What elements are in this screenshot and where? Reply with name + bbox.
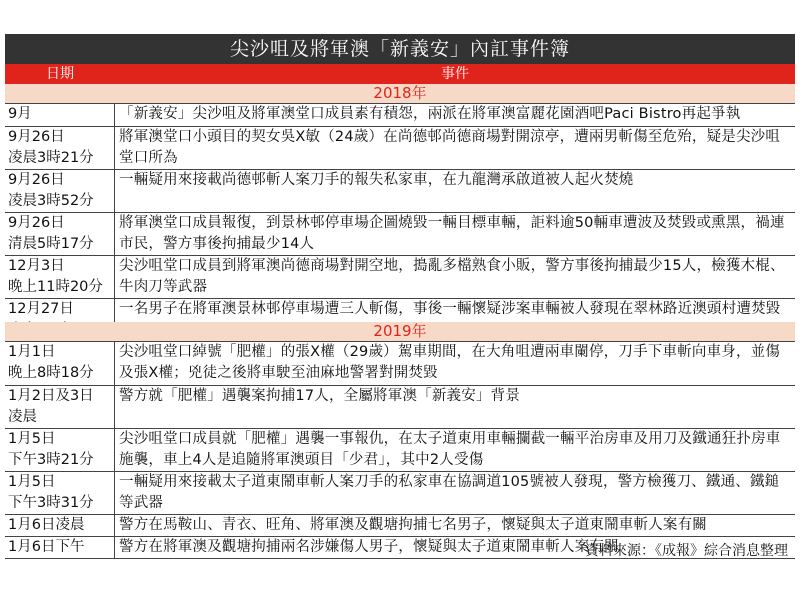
row-date: 1月1日 晚上8時18分 bbox=[5, 342, 115, 385]
row-event: 一輛疑用來接載尚德邨斬人案刀手的報失私家車，在九龍灣承啟道被人起火焚燒 bbox=[115, 169, 796, 212]
row-event: 尖沙咀堂口綽號「肥權」的張X權（29歲）駕車期間，在大角咀遭兩車闌停，刀手下車斬向車身，並傷及張X權；兇徒之後將車駛至油麻地警署對開焚毀 bbox=[115, 342, 796, 385]
row-event: 一輛疑用來接載太子道東鬧車斬人案刀手的私家車在協調道105號被人發現，警方檢獲刀、鐵通、鐵鎚等武器 bbox=[115, 471, 796, 514]
table-row bbox=[5, 471, 795, 514]
events-table-2019 bbox=[5, 342, 795, 559]
row-date: 9月26日 凌晨3時21分 bbox=[5, 126, 115, 169]
table-row bbox=[5, 514, 795, 536]
row-event: 尖沙咀堂口成員就「肥權」遇襲一事報仇，在太子道東用車輛攔截一輛平治房車及用刀及鐵通狂扑房車施襲，車上4人是追隨將軍澳頭目「少君」，其中2人受傷 bbox=[115, 428, 796, 471]
table-title: 尖沙咀及將軍澳「新義安」內訌事件簿 bbox=[5, 34, 795, 64]
row-event: 警方在馬鞍山、青衣、旺角、將軍澳及觀塘拘捕七名男子，懷疑與太子道東鬧車斬人案有關 bbox=[115, 514, 796, 536]
table-row bbox=[5, 169, 795, 212]
row-date: 1月5日 下午3時31分 bbox=[5, 471, 115, 514]
table-row bbox=[5, 385, 795, 428]
row-date: 12月27日 bbox=[5, 298, 115, 341]
table-row bbox=[5, 104, 795, 126]
table-row bbox=[5, 212, 795, 255]
row-date: 9月 bbox=[5, 104, 115, 126]
row-date: 9月26日 清晨5時17分 bbox=[5, 212, 115, 255]
table-row bbox=[5, 428, 795, 471]
year-header-2019: 2019年 bbox=[5, 322, 795, 342]
table-header bbox=[5, 64, 795, 84]
table-row bbox=[5, 255, 795, 298]
row-event: 「新義安」尖沙咀及將軍澳堂口成員素有積怨，兩派在將軍澳富麗花園酒吧Paci Bistro再起爭執 bbox=[115, 104, 796, 126]
row-event: 將軍澳堂口成員報復，到景林邨停車場企圖燒毀一輛目標車輛，詎料逾50輛車遭波及焚毀或熏黑，禍連市民，警方事後拘捕最少14人 bbox=[115, 212, 796, 255]
row-event: 尖沙咀堂口成員到將軍澳尚德商場對開空地，搗亂多檔熟食小販，警方事後拘捕最少15人，檢獲木棍、牛肉刀等武器 bbox=[115, 255, 796, 298]
row-date: 9月26日 凌晨3時52分 bbox=[5, 169, 115, 212]
row-event: 一名男子在將軍澳景林邨停車場遭三人斬傷，事後一輛懷疑涉案車輛被人發現在翠林路近澳頭村遭焚毀 bbox=[115, 298, 796, 341]
row-date: 1月6日下午 bbox=[5, 536, 115, 558]
row-date: 1月5日 下午3時21分 bbox=[5, 428, 115, 471]
table-row bbox=[5, 342, 795, 385]
row-date: 12月3日 晚上11時20分 bbox=[5, 255, 115, 298]
source-note: 資料來源：《成報》綜合消息整理 bbox=[585, 543, 788, 559]
row-date: 1月6日凌晨 bbox=[5, 514, 115, 536]
row-event: 警方就「肥權」遇襲案拘捕17人，全屬將軍澳「新義安」背景 bbox=[115, 385, 796, 428]
row-event: 將軍澳堂口小頭目的契女吳X敏（24歲）在尚德邨尚德商場對開涼亭，遭兩男斬傷至危殆，疑是尖沙咀堂口所為 bbox=[115, 126, 796, 169]
header-date: 日期 bbox=[46, 66, 74, 82]
row-date: 1月2日及3日 凌晨 bbox=[5, 385, 115, 428]
table-row bbox=[5, 126, 795, 169]
events-table-2018 bbox=[5, 104, 795, 342]
row-event: 警方在將軍澳及觀塘拘捕兩名涉嫌傷人男子，懷疑與太子道東鬧車斬人案有關 bbox=[115, 536, 796, 558]
header-event: 事件 bbox=[441, 66, 469, 82]
year-header-2018: 2018年 bbox=[5, 84, 795, 104]
